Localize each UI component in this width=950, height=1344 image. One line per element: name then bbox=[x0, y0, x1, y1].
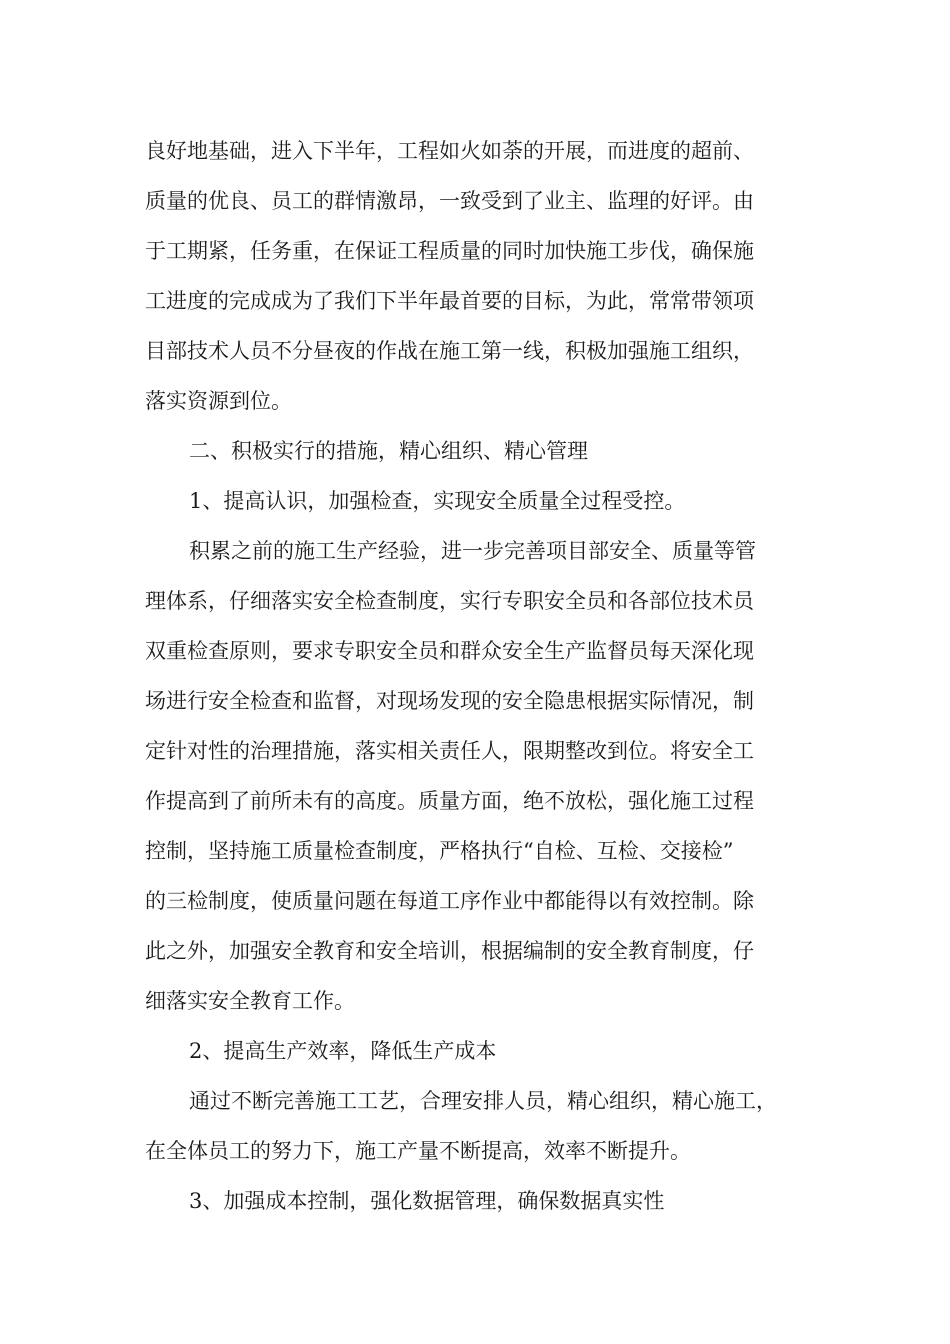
paragraph-line: 作提高到了前所未有的高度。质量方面，绝不放松，强化施工过程 bbox=[145, 789, 754, 813]
paragraph-line: 目部技术人员不分昼夜的作战在施工第一线，积极加强施工组织， bbox=[145, 339, 754, 363]
paragraph-line: 工进度的完成成为了我们下半年最首要的目标，为此，常常带领项 bbox=[145, 289, 754, 313]
paragraph-line: 细落实安全教育工作。 bbox=[145, 989, 355, 1013]
paragraph-line: 的三检制度，使质量问题在每道工序作业中都能得以有效控制。除 bbox=[145, 889, 754, 913]
paragraph-line: 此之外，加强安全教育和安全培训，根据编制的安全教育制度，仔 bbox=[145, 939, 754, 963]
paragraph-line: 质量的优良、员工的群情激昂，一致受到了业主、监理的好评。由 bbox=[145, 189, 754, 213]
paragraph-line: 在全体员工的努力下，施工产量不断提高，效率不断提升。 bbox=[145, 1139, 691, 1163]
document-body bbox=[145, 126, 825, 1226]
section-heading: 二、积极实行的措施，精心组织、精心管理 bbox=[189, 439, 588, 463]
subsection-heading: 3、加强成本控制，强化数据管理，确保数据真实性 bbox=[189, 1189, 665, 1213]
paragraph-line: 理体系，仔细落实安全检查制度，实行专职安全员和各部位技术员 bbox=[145, 589, 754, 613]
paragraph-line: 积累之前的施工生产经验，进一步完善项目部安全、质量等管 bbox=[189, 539, 756, 563]
subsection-heading: 1、提高认识，加强检查，实现安全质量全过程受控。 bbox=[189, 489, 686, 513]
paragraph-line: 双重检查原则，要求专职安全员和群众安全生产监督员每天深化现 bbox=[145, 639, 754, 663]
paragraph-line: 控制，坚持施工质量检查制度，严格执行“自检、互检、交接检” bbox=[145, 839, 734, 863]
paragraph-line: 场进行安全检查和监督，对现场发现的安全隐患根据实际情况，制 bbox=[145, 689, 754, 713]
paragraph-line: 于工期紧，任务重，在保证工程质量的同时加快施工步伐，确保施 bbox=[145, 239, 754, 263]
paragraph-line: 通过不断完善施工工艺，合理安排人员，精心组织，精心施工， bbox=[189, 1089, 777, 1113]
paragraph-line: 良好地基础，进入下半年，工程如火如荼的开展，而进度的超前、 bbox=[145, 139, 754, 163]
subsection-heading: 2、提高生产效率，降低生产成本 bbox=[189, 1039, 497, 1063]
paragraph-line: 落实资源到位。 bbox=[145, 389, 292, 413]
paragraph-line: 定针对性的治理措施，落实相关责任人，限期整改到位。将安全工 bbox=[145, 739, 754, 763]
